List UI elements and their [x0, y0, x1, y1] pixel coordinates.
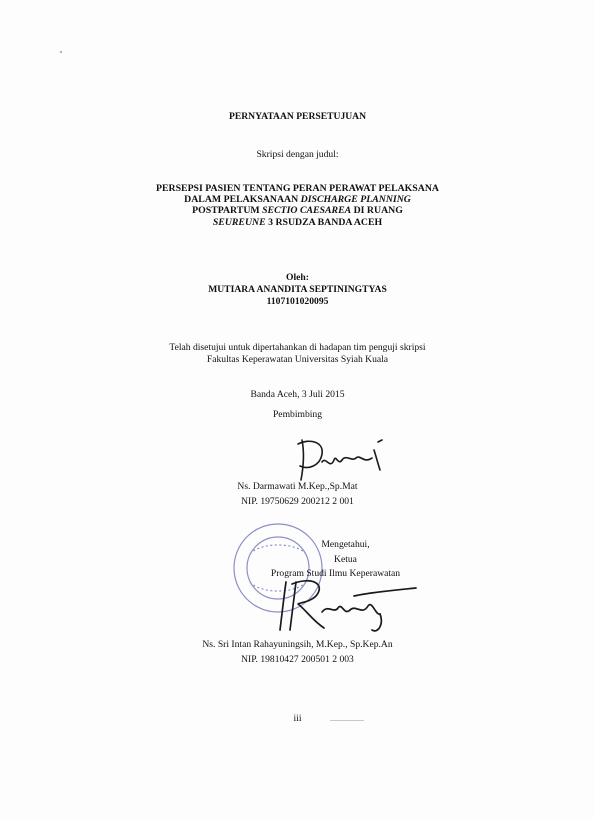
approval-statement-line2: Fakultas Keperawatan Universitas Syiah Kuala	[206, 354, 389, 365]
author-name: MUTIARA ANANDITA SEPTININGTYAS	[208, 284, 387, 295]
chair-label: Ketua	[334, 554, 357, 565]
thesis-title-segment: SECTIO CAESAREA	[262, 205, 352, 216]
acknowledged-label: Mengetahui,	[321, 539, 370, 550]
by-label: Oleh:	[286, 272, 309, 283]
supervisor-label: Pembimbing	[272, 409, 323, 420]
thesis-title-segment: PERSEPSI PASIEN TENTANG PERAN PERAWAT PELAKSANA	[156, 183, 439, 194]
place-date: Banda Aceh, 3 Juli 2015	[250, 389, 345, 400]
page-number: iii	[293, 713, 302, 724]
supervisor-name: Ns. Darmawati M.Kep.,Sp.Mat	[237, 481, 358, 492]
chair-signature	[272, 574, 422, 638]
document-subtitle: Skripsi dengan judul:	[256, 149, 339, 160]
thesis-title-segment: DI RUANG	[351, 205, 403, 216]
scan-speck	[60, 51, 62, 53]
document-heading: PERNYATAAN PERSETUJUAN	[228, 111, 367, 122]
thesis-title-segment: DALAM PELAKSANAAN	[184, 194, 301, 205]
supervisor-nip: NIP. 19750629 200212 2 001	[241, 496, 354, 507]
thesis-title-line	[0, 183, 595, 194]
thesis-title-line	[0, 205, 595, 216]
thesis-title-line	[0, 217, 595, 228]
thesis-title-segment: 3 RSUDZA BANDA ACEH	[265, 217, 383, 228]
thesis-title-segment: POSTPARTUM	[192, 205, 263, 216]
author-id: 1107101020095	[266, 296, 329, 307]
thesis-title-segment: SEUREUNE	[212, 217, 266, 228]
thesis-title-segment: DISCHARGE PLANNING	[300, 194, 411, 205]
chair-nip: NIP. 19810427 200501 2 003	[241, 654, 354, 665]
chair-name: Ns. Sri Intan Rahayuningsih, M.Kep., Sp.Kep.An	[202, 639, 393, 650]
program-label: Program Studi Ilmu Keperawatan	[270, 568, 401, 579]
scan-mark	[330, 720, 364, 721]
thesis-title-line	[0, 194, 595, 205]
approval-statement-line1: Telah disetujui untuk dipertahankan di hadapan tim penguji skripsi	[169, 342, 426, 353]
